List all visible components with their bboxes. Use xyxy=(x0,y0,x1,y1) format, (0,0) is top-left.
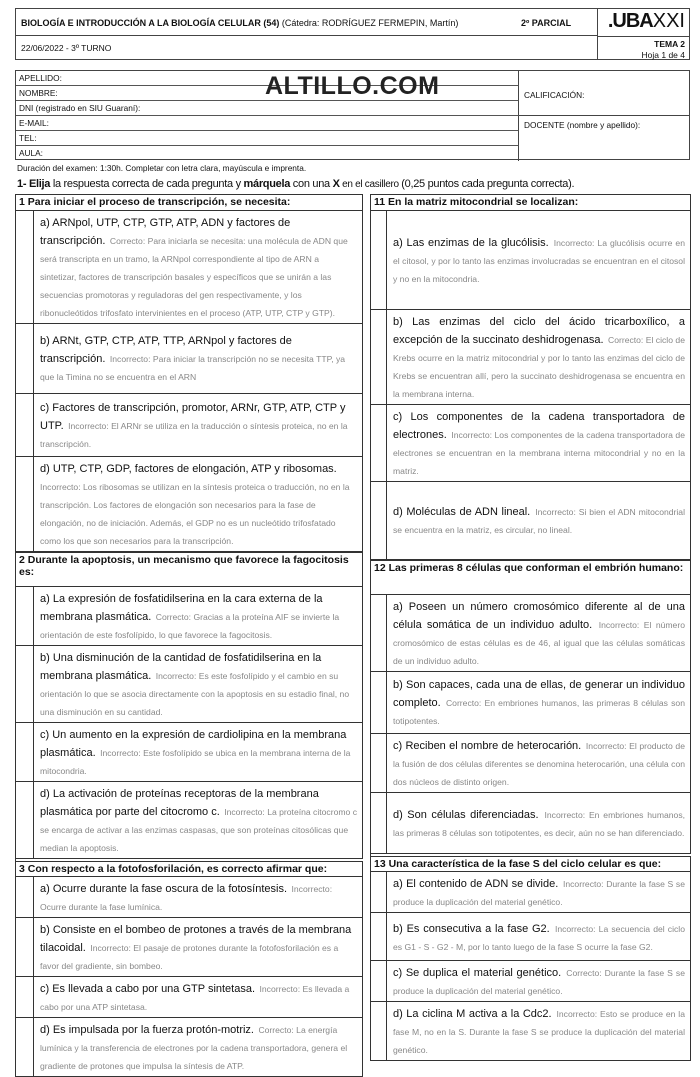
calificacion-label: CALIFICACIÓN: xyxy=(524,90,584,100)
option-text: d) La activación de proteínas receptoras de la membrana plasmática por parte del citocromo c. xyxy=(40,788,319,818)
field-tel-label: TEL: xyxy=(19,133,37,143)
option-content xyxy=(387,734,690,792)
answer-option xyxy=(16,723,363,782)
option-content xyxy=(34,977,362,1017)
option-text: b) Consiste en el bombeo de protones a través de la membrana tilacoidal. xyxy=(40,924,351,954)
answer-option xyxy=(371,405,691,482)
question-title: 1 Para iniciar el proceso de transcripción, se necesita: xyxy=(16,194,363,211)
option-content xyxy=(387,672,690,733)
duration-note: Duración del examen: 1:30h. Completar con letra clara, mayúscula e imprenta. xyxy=(17,163,306,173)
option-content xyxy=(34,324,362,393)
docente-label: DOCENTE (nombre y apellido): xyxy=(524,120,640,130)
option-text: b) Las enzimas del ciclo del ácido tricarboxílico, a excepción de la succinato deshidrogenasa. xyxy=(393,316,685,346)
questions-right-column xyxy=(370,194,691,1061)
field-aula[interactable] xyxy=(16,146,519,161)
answer-option xyxy=(371,961,691,1002)
question-block xyxy=(16,552,363,859)
answer-checkbox[interactable] xyxy=(371,961,387,1001)
parcial-label: 2º PARCIAL xyxy=(521,18,571,28)
page-count: Hoja 1 de 4 xyxy=(642,50,685,60)
answer-option xyxy=(16,211,363,324)
option-explanation: Correcto: Durante la fase S se produce la duplicación del material genético. xyxy=(393,968,685,996)
answer-option xyxy=(371,793,691,854)
answer-option xyxy=(16,324,363,394)
answer-option xyxy=(16,977,363,1018)
watermark: ALTILLO.COM xyxy=(265,72,439,101)
answer-option xyxy=(371,1002,691,1061)
question-block xyxy=(371,560,691,854)
option-explanation: Incorrecto: El ARNr se utiliza en la traducción o síntesis proteica, no en la transcripción. xyxy=(40,421,348,449)
option-explanation: Incorrecto: En embriones humanos, las primeras 8 células son totipotentes, es decir, aún no se han diferenciado. xyxy=(393,810,685,838)
option-explanation: Incorrecto: Este fosfolípido se ubica en la membrana interna de la mitocondria. xyxy=(40,748,350,776)
answer-option xyxy=(16,646,363,723)
answer-option xyxy=(16,457,363,552)
question-title: 13 Una característica de la fase S del ciclo celular es que: xyxy=(371,856,691,873)
exam-header xyxy=(15,8,690,60)
option-content xyxy=(387,595,690,671)
answer-checkbox[interactable] xyxy=(16,457,34,551)
option-explanation: Correcto: En embriones humanos, las primeras 8 células son totipotentes. xyxy=(393,698,685,726)
option-explanation: Incorrecto: El pasaje de protones durante la fotofosforilación es a favor del gradiente, sin bombeo. xyxy=(40,943,338,971)
answer-checkbox[interactable] xyxy=(16,324,34,393)
answer-checkbox[interactable] xyxy=(16,211,34,323)
option-explanation: Incorrecto: Durante la fase S se produce la duplicación del material genético. xyxy=(393,879,685,907)
option-explanation: Incorrecto: Los componentes de la cadena transportadora de electrones se encuentran en la membrana interna mitocondrial y no en la matriz. xyxy=(393,430,685,476)
option-text: d) UTP, CTP, GDP, factores de elongación, ATP y ribosomas. xyxy=(40,463,337,475)
option-content xyxy=(34,723,362,781)
option-content xyxy=(387,482,690,559)
field-dni-label: DNI (registrado en SIU Guaraní): xyxy=(19,103,140,113)
answer-checkbox[interactable] xyxy=(16,877,34,917)
answer-checkbox[interactable] xyxy=(16,782,34,858)
answer-checkbox[interactable] xyxy=(16,394,34,456)
field-email[interactable] xyxy=(16,116,519,131)
catedra: (Cátedra: RODRÍGUEZ FERMEPIN, Martín) xyxy=(282,18,459,28)
answer-option xyxy=(371,672,691,734)
field-tel[interactable] xyxy=(16,131,519,146)
answer-checkbox[interactable] xyxy=(371,793,387,853)
option-explanation: Correcto: El ciclo de Krebs ocurre en la matriz mitocondrial y por lo tanto las enzimas del ciclo de Krebs se encuentran allí, pero la succinato deshidrogenasa se encuentra en la membrana interna. xyxy=(393,335,685,399)
question-block xyxy=(16,194,363,552)
option-explanation: Incorrecto: La glucólisis ocurre en el citosol, y por lo tanto las enzimas involucradas se encuentran en el citosol y no en la mitocondria. xyxy=(393,238,685,284)
question-title: 12 Las primeras 8 células que conforman el embrión humano: xyxy=(371,560,691,595)
option-content xyxy=(387,961,690,1001)
answer-checkbox[interactable] xyxy=(16,723,34,781)
answer-option xyxy=(16,918,363,977)
answer-checkbox[interactable] xyxy=(16,646,34,722)
option-text: d) Moléculas de ADN lineal. xyxy=(393,506,530,518)
answer-option xyxy=(16,782,363,859)
option-text: b) Es consecutiva a la fase G2. xyxy=(393,923,550,935)
option-text: d) Es impulsada por la fuerza protón-motriz. xyxy=(40,1024,254,1036)
option-content xyxy=(34,394,362,456)
option-text: a) Poseen un número cromosómico diferente al de una célula somática de un individuo adulto. xyxy=(393,601,685,631)
answer-option xyxy=(371,310,691,405)
option-content xyxy=(34,457,362,551)
option-content xyxy=(34,918,362,976)
answer-option xyxy=(371,482,691,560)
answer-checkbox[interactable] xyxy=(371,734,387,792)
course-row xyxy=(16,9,598,36)
answer-option xyxy=(371,872,691,913)
option-text: c) Los componentes de la cadena transportadora de electrones. xyxy=(393,411,685,441)
field-email-label: E-MAIL: xyxy=(19,118,49,128)
option-content xyxy=(387,1002,690,1060)
answer-checkbox[interactable] xyxy=(16,918,34,976)
option-explanation: Correcto: Para iniciarla se necesita: una molécula de ADN que será transcripta en un tramo, la ARNpol correspondiente al tipo de ARN a sintetizar, factores de transcripción basales y específicos que se unirán a las secuencias promotoras y reguladoras del gen respectivamente, y los ribonucleótidos trifosfato intervinientes en el proceso (ATP, UTP, CTP y GTP). xyxy=(40,236,348,318)
question-block xyxy=(371,194,691,560)
field-dni[interactable] xyxy=(16,101,519,116)
option-explanation: Incorrecto: La secuencia del ciclo es G1 - S - G2 - M, por lo tanto luego de la fase S ocurre la fase G2. xyxy=(393,924,685,952)
answer-option xyxy=(16,1018,363,1077)
option-explanation: Correcto: Gracias a la proteína AIF se invierte la orientación de este fosfolípido, lo que favorece la fagocitosis. xyxy=(40,612,339,640)
option-explanation: Incorrecto: El producto de la fusión de dos células diferentes se denomina heterocarión, una célula con dos núcleos de distinto origen. xyxy=(393,741,685,787)
option-content xyxy=(34,1018,362,1076)
course-title: BIOLOGÍA E INTRODUCCIÓN A LA BIOLOGÍA CELULAR (54) xyxy=(21,18,279,28)
answer-option xyxy=(371,595,691,672)
option-content xyxy=(34,587,362,645)
answer-checkbox[interactable] xyxy=(371,482,387,559)
option-content xyxy=(387,405,690,481)
option-text: a) La expresión de fosfatidilserina en la cara externa de la membrana plasmática. xyxy=(40,593,323,623)
option-text: c) Es llevada a cabo por una GTP sintetasa. xyxy=(40,983,255,995)
answer-option xyxy=(371,913,691,961)
option-explanation: Incorrecto: Ocurre durante la fase lumínica. xyxy=(40,884,332,912)
answer-checkbox[interactable] xyxy=(371,211,387,309)
answer-checkbox[interactable] xyxy=(371,913,387,960)
question-title: 2 Durante la apoptosis, un mecanismo que favorece la fagocitosis es: xyxy=(16,552,363,587)
date-turno: 22/06/2022 - 3º TURNO xyxy=(16,36,598,60)
option-text: b) ARNt, GTP, CTP, ATP, TTP, ARNpol y factores de transcripción. xyxy=(40,335,292,365)
tema-label: TEMA 2 xyxy=(654,39,685,49)
option-content xyxy=(387,211,690,309)
option-content xyxy=(34,782,362,858)
field-nombre-label: NOMBRE: xyxy=(19,88,58,98)
option-text: c) Un aumento en la expresión de cardiolipina en la membrana plasmática. xyxy=(40,729,346,759)
option-explanation: Incorrecto: La proteína citocromo c se encarga de activar a las enzimas caspasas, que son proteínas citosólicas que median la apoptosis. xyxy=(40,807,357,853)
answer-option xyxy=(16,877,363,918)
option-explanation: Incorrecto: Los ribosomas se utilizan en la síntesis proteica o traducción, no en la transcripción. Los factores de elongación son necesarios para la fase de elongación, no de iniciación. Además, el GDP no es un nucleótido trifosfatado como los que son necesarios para la transcripción. xyxy=(40,482,350,546)
option-text: b) Son capaces, cada una de ellas, de generar un individuo completo. xyxy=(393,679,685,709)
option-content xyxy=(34,877,362,917)
option-explanation: Incorrecto: Esto se produce en la fase M, no en la S. Durante la fase S se produce la duplicación del material genético. xyxy=(393,1009,685,1055)
answer-checkbox[interactable] xyxy=(16,587,34,645)
uba-xxi-logo: .UBAXXI xyxy=(608,10,685,33)
answer-option xyxy=(16,587,363,646)
option-explanation: Incorrecto: El número cromosómico de estas células es de 46, al igual que las células somáticas de un individuo adulto. xyxy=(393,620,685,666)
instruction: 1- Elija la respuesta correcta de cada pregunta y márquela con una X en el casillero (0,25 puntos cada pregunta correcta). xyxy=(17,178,574,190)
answer-option xyxy=(371,734,691,793)
answer-option xyxy=(16,394,363,457)
option-text: a) El contenido de ADN se divide. xyxy=(393,878,558,890)
option-text: a) Ocurre durante la fase oscura de la fotosíntesis. xyxy=(40,883,287,895)
answer-checkbox[interactable] xyxy=(371,310,387,404)
question-block xyxy=(16,861,363,1077)
option-text: d) Son células diferenciadas. xyxy=(393,809,539,821)
question-title: 11 En la matriz mitocondrial se localizan: xyxy=(371,194,691,211)
option-content xyxy=(387,793,690,853)
option-text: c) Factores de transcripción, promotor, ARNr, GTP, ATP, CTP y UTP. xyxy=(40,402,345,432)
question-title: 3 Con respecto a la fotofosforilación, es correcto afirmar que: xyxy=(16,861,363,878)
answer-checkbox[interactable] xyxy=(16,977,34,1017)
answer-option xyxy=(371,211,691,310)
field-aula-label: AULA: xyxy=(19,148,43,158)
option-content xyxy=(387,310,690,404)
answer-checkbox[interactable] xyxy=(371,405,387,481)
option-content xyxy=(34,646,362,722)
option-content xyxy=(387,913,690,960)
option-explanation: Incorrecto: Es llevada a cabo por una ATP sintetasa. xyxy=(40,984,349,1012)
answer-checkbox[interactable] xyxy=(371,672,387,733)
field-apellido-label: APELLIDO: xyxy=(19,73,62,83)
option-text: c) Se duplica el material genético. xyxy=(393,967,561,979)
option-text: a) ARNpol, UTP, CTP, GTP, ATP, ADN y factores de transcripción. xyxy=(40,217,290,247)
answer-checkbox[interactable] xyxy=(371,595,387,671)
option-explanation: Correcto: La energía lumínica y la transferencia de electrones por la cadena transportadora, genera el gradiente de protones que impulsa la síntesis de ATP. xyxy=(40,1025,347,1071)
option-explanation: Incorrecto: Es este fosfolípido y el cambio en su orientación lo que se asocia directamente con la apoptosis en su estadio final, no una disminución en su cantidad. xyxy=(40,671,349,717)
answer-checkbox[interactable] xyxy=(16,1018,34,1076)
option-explanation: Incorrecto: Para iniciar la transcripción no se necesita TTP, ya que la Timina no se encuentra en el ARN xyxy=(40,354,345,382)
option-content xyxy=(387,872,690,912)
option-text: b) Una disminución de la cantidad de fosfatidilserina en la membrana plasmática. xyxy=(40,652,321,682)
questions-left-column xyxy=(15,194,363,1077)
option-explanation: Incorrecto: Si bien el ADN mitocondrial se encuentra en la matriz, es circular, no lineal. xyxy=(393,507,685,535)
question-block xyxy=(371,856,691,1062)
answer-checkbox[interactable] xyxy=(371,1002,387,1060)
option-text: c) Reciben el nombre de heterocarión. xyxy=(393,740,581,752)
answer-checkbox[interactable] xyxy=(371,872,387,912)
option-text: d) La ciclina M activa a la Cdc2. xyxy=(393,1008,552,1020)
option-text: a) Las enzimas de la glucólisis. xyxy=(393,237,549,249)
option-content xyxy=(34,211,362,323)
